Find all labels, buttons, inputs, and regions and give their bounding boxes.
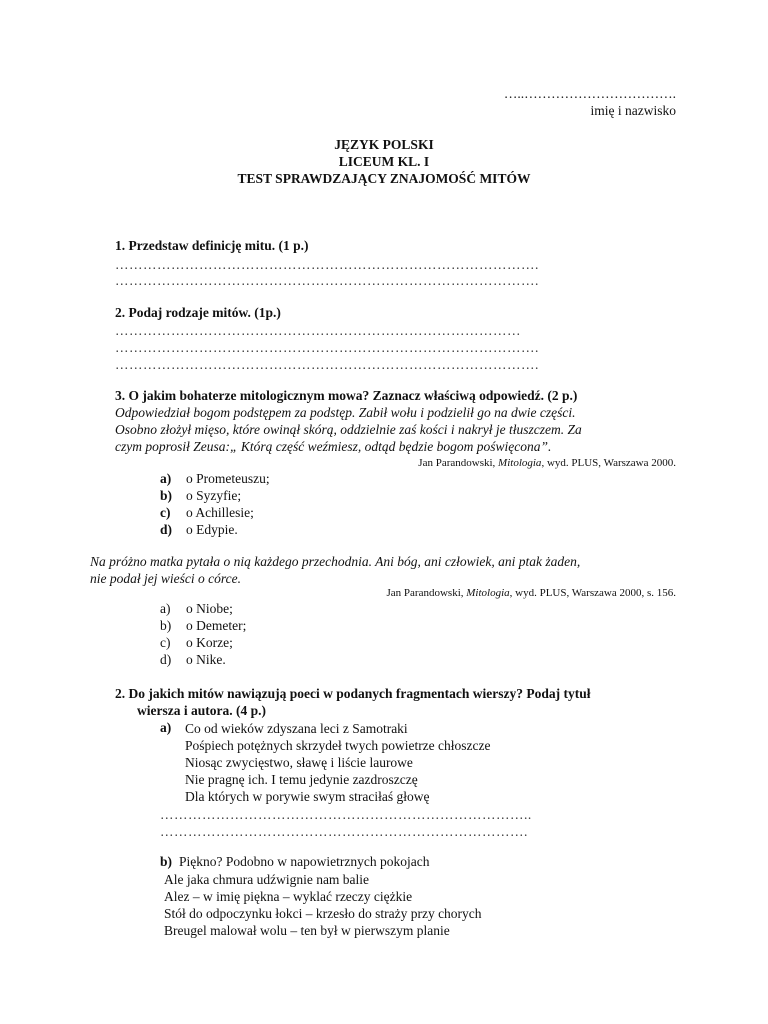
- poem-a-letter: a): [160, 720, 172, 735]
- poem-line: Nie pragnę ich. I temu jedynie zazdroszczę: [185, 772, 418, 787]
- quote-line: Odpowiedział bogom podstępem za podstęp. Zabił wołu i podzielił go na dwie części.: [115, 405, 576, 420]
- poem-b-letter: b): [160, 854, 173, 869]
- question-1-heading: 1. Przedstaw definicję mitu. (1 p.): [115, 238, 309, 253]
- question-2-heading: 2. Podaj rodzaje mitów. (1p.): [115, 305, 281, 320]
- name-label: imię i nazwisko: [590, 103, 676, 118]
- q3-options: [160, 470, 270, 538]
- name-line: …..…………………………….: [503, 86, 676, 101]
- answer-line: …………………………………………………………………….: [160, 824, 528, 839]
- poem-a: [185, 720, 491, 805]
- option-a[interactable]: a) o Prometeuszu;: [160, 471, 270, 486]
- answer-line: ……………………………………………………………………………….: [115, 357, 539, 372]
- answer-line: ……………………………………………………………………………….: [115, 257, 539, 272]
- title-test: TEST SPRAWDZAJĄCY ZNAJOMOŚĆ MITÓW: [237, 171, 531, 186]
- poem-line: Alez – w imię piękna – wyklać rzeczy ciężkie: [164, 889, 413, 904]
- title-subject: JĘZYK POLSKI: [334, 137, 434, 152]
- poem-line: Stół do odpoczynku łokci – krzesło do straży przy chorych: [164, 906, 482, 921]
- option-c[interactable]: c) o Achillesie;: [160, 505, 254, 520]
- poem-line: Niosąc zwycięstwo, sławę i liście laurowe: [185, 755, 413, 770]
- quote-source: Jan Parandowski, Mitologia, wyd. PLUS, Warszawa 2000.: [418, 457, 676, 469]
- option-d[interactable]: d) o Nike.: [160, 652, 226, 667]
- quote-source: Jan Parandowski, Mitologia, wyd. PLUS, Warszawa 2000, s. 156.: [386, 587, 676, 599]
- quote-line: Osobno złożył mięso, które owinął skórą, oddzielnie zaś kości i nakrył je tłuszczem. Za: [115, 422, 582, 437]
- q4-options: [160, 600, 246, 668]
- poem-b-line-1: Piękno? Podobno w napowietrznych pokojach: [179, 854, 430, 869]
- option-b[interactable]: b) o Demeter;: [160, 618, 247, 633]
- poem-line: Co od wieków zdyszana leci z Samotraki: [185, 721, 408, 736]
- poem-line: Breugel malował wolu – ten był w pierwszym planie: [164, 923, 450, 938]
- answer-line: ……………………………………………………………………………: [115, 323, 521, 338]
- myth-quote-2: [90, 553, 580, 587]
- title-class: LICEUM KL. I: [338, 154, 430, 169]
- answer-line: ……………………………………………………………………………….: [115, 273, 539, 288]
- option-d[interactable]: d) o Edypie.: [160, 522, 238, 537]
- poem-line: Dla których w porywie swym straciłaś głowę: [185, 789, 430, 804]
- answer-line: ……………………………………………………………………………….: [115, 340, 539, 355]
- question-poems-heading: 2. Do jakich mitów nawiązują poeci w podanych fragmentach wierszy? Podaj tytuł: [115, 686, 591, 701]
- quote-line: nie podał jej wieści o córce.: [90, 571, 241, 586]
- answer-line: ……………………………………………………………………..: [160, 807, 532, 822]
- option-b[interactable]: b) o Syzyfie;: [160, 488, 242, 503]
- quote-line: Na próżno matka pytała o nią każdego przechodnia. Ani bóg, ani człowiek, ani ptak żaden,: [90, 554, 581, 569]
- poem-line: Pośpiech potężnych skrzydeł twych powietrze chłoszcze: [185, 738, 491, 753]
- option-c[interactable]: c) o Korze;: [160, 635, 233, 650]
- myth-quote-1: [115, 404, 582, 455]
- poem-line: Ale jaka chmura udźwignie nam balie: [164, 872, 370, 887]
- question-3-heading: 3. O jakim bohaterze mitologicznym mowa? Zaznacz właściwą odpowiedź. (2 p.): [115, 388, 578, 403]
- question-poems-heading-cont: wiersza i autora. (4 p.): [137, 703, 266, 718]
- option-a[interactable]: a) o Niobe;: [160, 601, 233, 616]
- quote-line: czym poprosił Zeusa:„ Którą część weźmiesz, odtąd będzie bogom poświęcona”.: [115, 439, 552, 454]
- poem-b: [164, 871, 482, 939]
